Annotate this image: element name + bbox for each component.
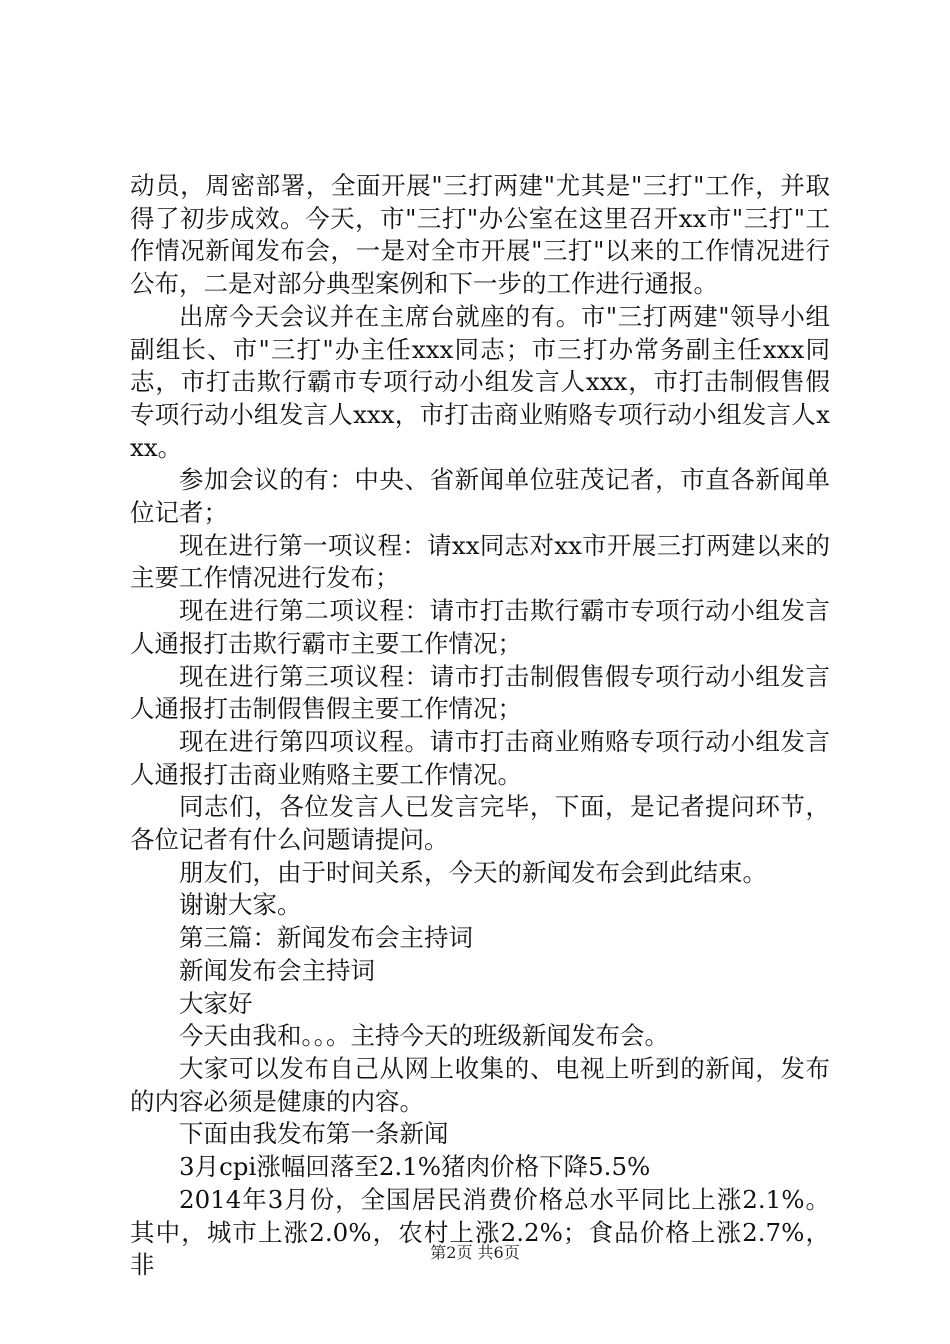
speech-title: 新闻发布会主持词 <box>179 955 375 985</box>
paragraph: 现在进行第三项议程：请市打击制假售假专项行动小组发言人通报打击制假售假主要工作情况； <box>130 661 830 724</box>
section-heading: 第三篇：新闻发布会主持词 <box>179 923 473 953</box>
paragraph: 出席今天会议并在主席台就座的有。市"三打两建"领导小组副组长、市"三打"办主任xxx同志；市三打办常务副主任xxx同志，市打击欺行霸市专项行动小组发言人xxx，市打击制假售假专项行动小组发言人xxx，市打击商业贿赂专项行动小组发言人xxx。 <box>130 301 830 462</box>
paragraph: 现在进行第四项议程。请市打击商业贿赂专项行动小组发言人通报打击商业贿赂主要工作情况。 <box>130 726 830 789</box>
paragraph: 动员，周密部署，全面开展"三打两建"尤其是"三打"工作，并取得了初步成效。今天，市"三打"办公室在这里召开xx市"三打"工作情况新闻发布会，一是对全市开展"三打"以来的工作情况进行公布，二是对部分典型案例和下一步的工作进行通报。 <box>130 171 830 299</box>
paragraph: 下面由我发布第一条新闻 <box>179 1119 449 1149</box>
news-headline: 3月cpi涨幅回落至2.1%猪肉价格下降5.5% <box>179 1152 651 1182</box>
paragraph: 现在进行第一项议程：请xx同志对xx市开展三打两建以来的主要工作情况进行发布； <box>130 530 830 593</box>
paragraph: 朋友们，由于时间关系，今天的新闻发布会到此结束。 <box>179 857 767 887</box>
document-body <box>130 170 830 1282</box>
paragraph: 2014年3月份，全国居民消费价格总水平同比上涨2.1%。其中，城市上涨2.0%，农村上涨2.2%；食品价格上涨2.7%，非 <box>130 1184 830 1280</box>
paragraph: 同志们，各位发言人已发言完毕，下面，是记者提问环节，各位记者有什么问题请提问。 <box>130 792 830 855</box>
paragraph: 参加会议的有：中央、省新闻单位驻茂记者，市直各新闻单位记者； <box>130 465 830 528</box>
page-number-footer: 第2页 共6页 <box>430 1243 520 1262</box>
paragraph: 现在进行第二项议程：请市打击欺行霸市专项行动小组发言人通报打击欺行霸市主要工作情况； <box>130 596 830 658</box>
paragraph: 谢谢大家。 <box>179 890 302 920</box>
paragraph: 大家可以发布自己从网上收集的、电视上听到的新闻，发布的内容必须是健康的内容。 <box>130 1053 830 1116</box>
paragraph: 今天由我和。。。主持今天的班级新闻发布会。 <box>179 1021 669 1051</box>
paragraph: 大家好 <box>179 988 253 1018</box>
